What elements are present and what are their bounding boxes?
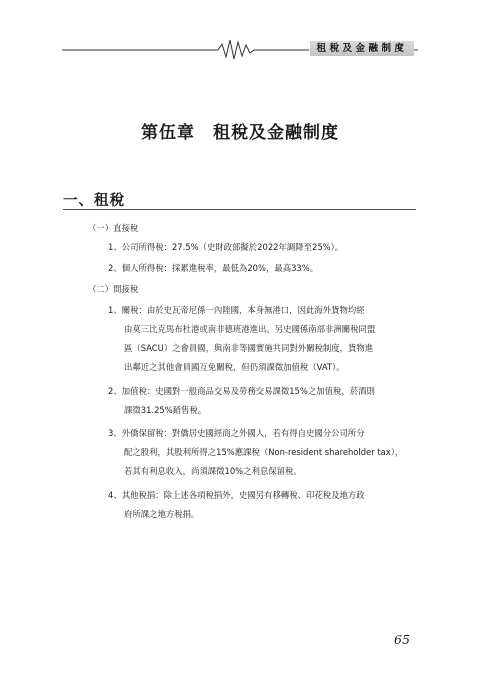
list-item: 3、外僑保留稅：對僑居史國經商之外國人，若有得自史國分公司所分 bbox=[108, 428, 365, 438]
section-divider bbox=[63, 209, 416, 210]
list-item: 4、其他稅捐：除上述各項稅捐外，史國另有移轉稅、印花稅及地方政 bbox=[108, 490, 365, 500]
list-item: 1、公司所得稅：27.5%（史財政部擬於2022年調降至25%）。 bbox=[108, 242, 344, 252]
chapter-title: 第伍章 租稅及金融制度 bbox=[141, 123, 339, 143]
list-item-continuation: 府所課之地方稅捐。 bbox=[124, 509, 200, 519]
list-item-continuation: 若其有利息收入，尚須課徵10%之利息保留稅。 bbox=[124, 466, 302, 476]
list-item-continuation: 配之股利，其股利所得之15%應課稅（Non-resident shareholder tax）， bbox=[124, 447, 404, 457]
list-item-continuation: 由莫三比克馬布杜港或南非德班港進出。另史國係南部非洲關稅同盟 bbox=[124, 324, 376, 334]
heartbeat-line-icon bbox=[0, 0, 480, 70]
running-header-title: 租稅及金融制度 bbox=[310, 41, 414, 56]
subsection-heading-indirect-tax: （二）間接稅 bbox=[88, 284, 139, 294]
list-item-continuation: 出鄰近之其他會員國互免關稅，但仍須課徵加值稅（VAT）。 bbox=[124, 362, 345, 372]
list-item: 2、加值稅：史國對一般商品交易及勞務交易課徵15%之加值稅，菸酒則 bbox=[108, 386, 375, 396]
subsection-heading-direct-tax: （一）直接稅 bbox=[88, 223, 139, 233]
page-number: 65 bbox=[394, 632, 410, 647]
list-item-continuation: 課徵31.25%銷售稅。 bbox=[124, 405, 207, 415]
list-item-continuation: 區（SACU）之會員國，與南非等國實施共同對外關稅制度，貨物進 bbox=[124, 343, 374, 353]
list-item: 2、個人所得稅：採累進稅率，最低為20%，最高33%。 bbox=[108, 263, 319, 273]
list-item: 1、關稅：由於史瓦帝尼係一內陸國，本身無港口，因此海外貨物均經 bbox=[108, 305, 365, 315]
section-title: 一、租稅 bbox=[63, 192, 125, 209]
running-header bbox=[0, 0, 480, 70]
